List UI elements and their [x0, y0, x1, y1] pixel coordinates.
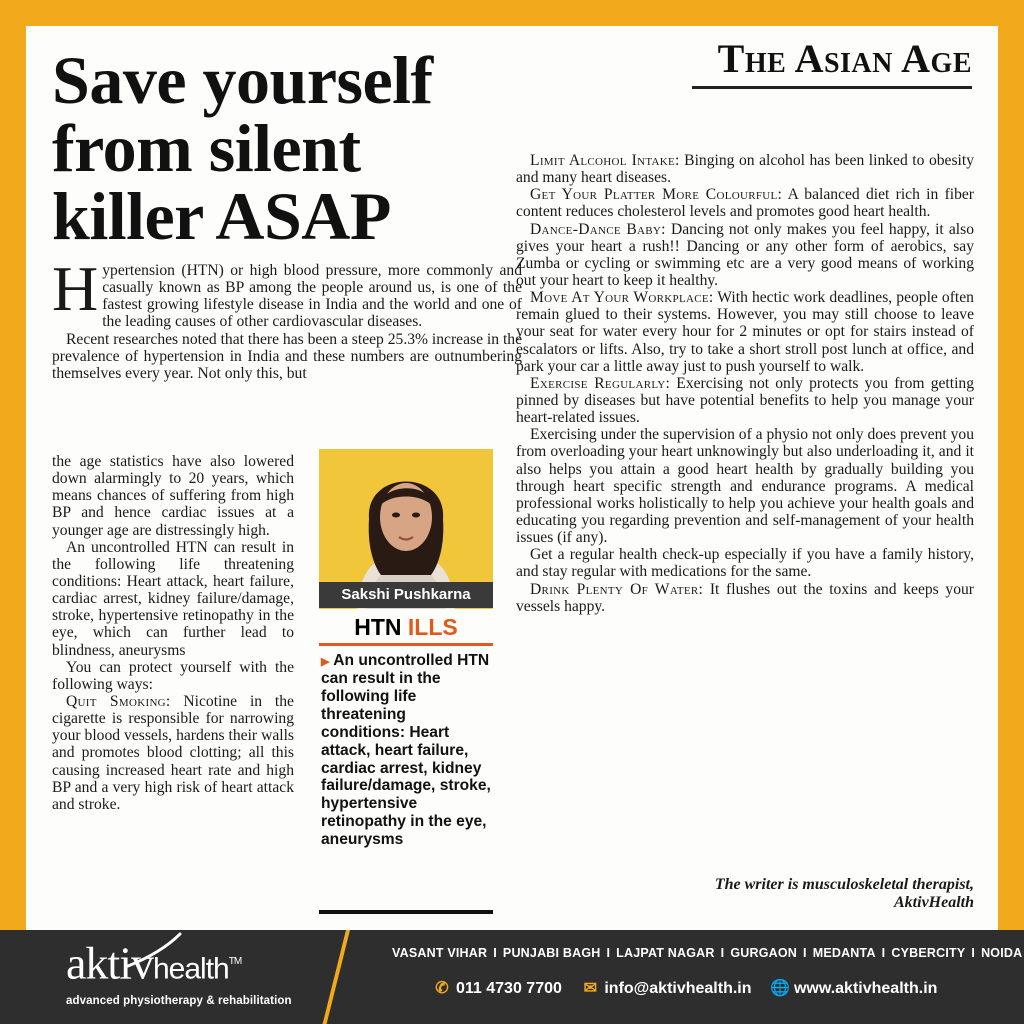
water-paragraph [516, 581, 974, 615]
separator: I [606, 946, 611, 960]
dance-text: Dancing not only makes you feel happy, it also gives your heart a rush!! Dancing or any other form of aerobics, say Zumba or cycling or swimming etc are a very good means of working out your heart to keep it healthy. [516, 220, 974, 289]
intro-paragraph-2: Recent researches noted that there has been a steep 25.3% increase in the prevalence of hypertension in India and these numbers are outnumbering themselves every year. Not only this, but [52, 330, 522, 382]
locations-list [392, 946, 1023, 960]
phone-contact[interactable] [432, 980, 562, 997]
location-item[interactable]: NOIDA [981, 946, 1023, 960]
sidebar-title-a: HTN [354, 614, 408, 640]
sidebar-title [319, 613, 493, 646]
email-contact[interactable] [580, 980, 751, 997]
checkup-paragraph: Get a regular health check-up especially if you have a family history, and stay regular with medications for the same. [516, 546, 974, 581]
conditions-paragraph: An uncontrolled HTN can result in the following life threatening conditions: Heart attack, heart failure, cardiac arrest, kidney failure/damage, stroke, hypertensive retinopathy in the eye, which can further lead to blindness, aneurysms [52, 538, 294, 659]
dance-paragraph [516, 221, 974, 290]
platter-text: A balanced diet rich in fiber content reduces cholesterol levels and promotes good heart health. [516, 186, 975, 221]
location-item[interactable]: LAJPAT NAGAR [616, 946, 715, 960]
footer-banner [0, 930, 1024, 1024]
sidebar-rule [319, 910, 493, 914]
exercise-paragraph [516, 375, 974, 426]
workplace-paragraph [516, 289, 974, 375]
logo-health: health [152, 952, 229, 986]
logo-tiv: tiv [107, 937, 153, 989]
separator: I [803, 946, 807, 960]
aktivhealth-logo[interactable] [66, 938, 292, 1007]
quit-smoking-paragraph [52, 693, 294, 813]
logo-ak: ak [66, 937, 108, 989]
alcohol-text: Binging on alcohol has been linked to obesity and many heart diseases. [516, 152, 974, 187]
exercise-heading: Exercise Regularly: [530, 374, 671, 392]
separator: I [971, 946, 976, 960]
location-item[interactable]: GURGAON [730, 946, 798, 960]
right-column [516, 152, 974, 615]
physio-paragraph: Exercising under the supervision of a physio not only does prevent you from overloading your heart unknowingly but also underloading it, and it also helps you attain a good heart health by gradually building you through heart specific strength and endurance programs. A medical professional works holistically to help you achieve your health goals and educating you regarding prevention and self-management of your health issues (if any). [516, 426, 974, 547]
platter-paragraph [516, 186, 974, 220]
intro-paragraph [52, 253, 522, 331]
water-heading: Drink Plenty Of Water: [530, 580, 704, 598]
logo-wordmark [66, 938, 292, 993]
author-byline [534, 876, 974, 911]
location-item[interactable]: VASANT VIHAR [392, 946, 488, 960]
newspaper-clipping [26, 26, 998, 930]
separator: I [720, 946, 725, 960]
workplace-heading: Move At Your Workplace: [530, 289, 714, 307]
narrow-column [52, 453, 294, 813]
age-paragraph: the age statistics have also lowered down alarmingly to 20 years, which means chances of suffering from high BP and hence cardiac issues at a younger age are distressingly high. [52, 453, 294, 539]
phone-icon: ✆ [435, 980, 449, 997]
divider-slash [323, 930, 350, 1024]
separator: I [881, 946, 886, 960]
email-address: info@aktivhealth.in [604, 980, 752, 997]
byline-line-1: The writer is musculoskeletal therapist, [714, 876, 974, 893]
sidebar-body [321, 652, 493, 849]
dance-heading: Dance-Dance Baby: [530, 220, 666, 238]
masthead: The Asian Age [692, 38, 972, 89]
website-url: www.aktivhealth.in [793, 980, 938, 997]
separator: I [493, 946, 497, 960]
contact-row [432, 978, 1012, 998]
mail-icon: ✉ [583, 980, 598, 997]
byline-line-2: AktivHealth [894, 893, 974, 911]
workplace-text: With hectic work deadlines, people often remain glued to their systems. However, you may still choose to leave your seat for water every hour for 2 minutes or opt for stairs instead of escalators or lifts. Also, try to take a short stroll post lunch at office, and park your car a little away just to push yourself to walk. [516, 289, 974, 375]
phone-number: 011 4730 7700 [456, 980, 562, 997]
intro-column [52, 253, 522, 382]
headline: Save yourself from silent killer ASAP [52, 42, 433, 254]
logo-tm: TM [228, 956, 242, 967]
protect-paragraph: You can protect yourself with the following ways: [52, 658, 294, 693]
intro-text: ypertension (HTN) or high blood pressure, more commonly and casually known as BP among the people around us, is one of the fastest growing lifestyle disease in India and the world and one of the leading causes of other cardiovascular diseases. [102, 262, 522, 331]
globe-icon: 🌐 [770, 980, 790, 997]
exercise-text: Exercising not only protects you from getting pinned by diseases but have potential benefits to help you manage your heart-related issues. [516, 374, 974, 427]
location-item[interactable]: CYBERCITY [891, 946, 966, 960]
logo-tagline: advanced physiotherapy & rehabilitation [66, 995, 292, 1008]
location-item[interactable]: PUNJABI BAGH [502, 946, 601, 960]
location-item[interactable]: MEDANTA [812, 946, 876, 960]
sidebar-title-b: ILLS [407, 614, 458, 640]
alcohol-paragraph [516, 152, 974, 186]
quit-smoking-heading: Quit Smoking: [66, 692, 171, 710]
alcohol-heading: Limit Alcohol Intake: [530, 152, 680, 169]
triangle-bullet-icon: ▶ [321, 656, 330, 668]
sidebar-text: An uncontrolled HTN can result in the following life threatening conditions: Heart attack, heart failure, cardiac arrest, kidney failure/damage, stroke, hypertensive retinopathy in the eye, aneurysms [321, 652, 491, 849]
quit-smoking-text: Nicotine in the cigarette is responsible for narrowing your blood vessels, hardens their walls and promotes blood clotting; all this causing increased heart rate and high BP and a very high risk of heart attack and stroke. [52, 692, 294, 813]
website-contact[interactable] [770, 980, 937, 997]
platter-heading: Get Your Platter More Colourful: [530, 186, 783, 204]
water-text: It flushes out the toxins and keeps your vessels happy. [516, 580, 974, 615]
author-name-caption: Sakshi Pushkarna [319, 582, 493, 608]
drop-cap: H [52, 253, 99, 324]
